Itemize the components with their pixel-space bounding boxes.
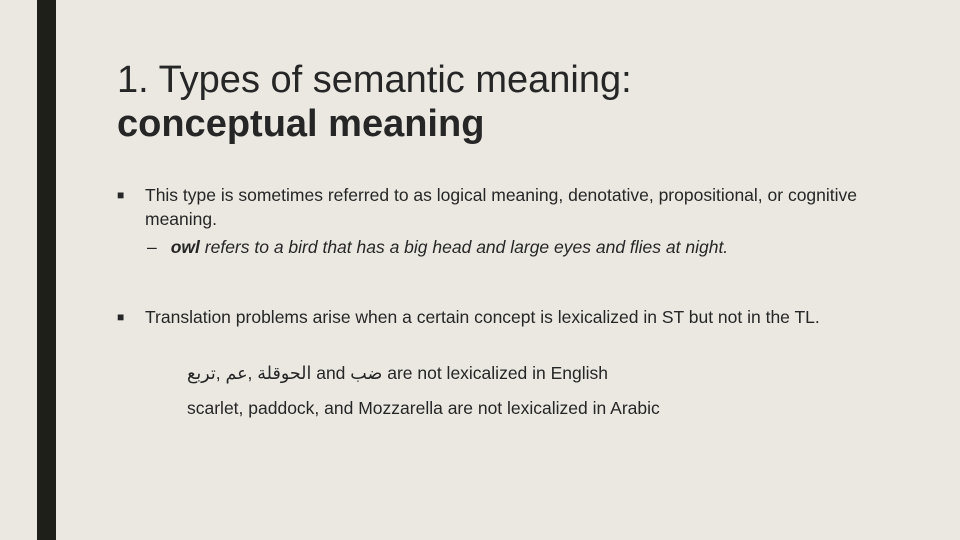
bullet-marker: ■ xyxy=(117,310,125,324)
sub-bullet-owl xyxy=(147,235,728,259)
arabic-word-4: ضب xyxy=(350,364,383,384)
english-example-line: scarlet, paddock, and Mozzarella are not lexicalized in Arabic xyxy=(187,398,660,418)
owl-term: owl xyxy=(170,237,200,257)
bullet-item-2 xyxy=(117,305,862,329)
arabic-word-1: تربع xyxy=(187,364,216,384)
owl-definition: refers to a bird that has a big head and large eyes and flies at night. xyxy=(199,237,729,257)
title-line-1: 1. Types of semantic meaning: xyxy=(117,59,632,101)
bullet-1-text: This type is sometimes referred to as logical meaning, denotative, propositional, or cognitive meaning. xyxy=(145,185,858,229)
slide-title xyxy=(117,58,917,146)
english-lexicalization-note: are not lexicalized in English xyxy=(382,363,609,383)
title-line-2: conceptual meaning xyxy=(117,103,485,145)
arabic-word-3: الحوقلة xyxy=(257,364,312,384)
and-word: and xyxy=(311,363,351,383)
accent-bar xyxy=(37,0,56,540)
separator: , xyxy=(247,363,258,383)
bullet-2-text: Translation problems arise when a certain concept is lexicalized in ST but not in the TL. xyxy=(145,307,820,327)
bullet-item-1 xyxy=(117,183,862,231)
separator: , xyxy=(215,363,226,383)
sub-bullet-dash: – xyxy=(147,237,157,257)
arabic-example-line xyxy=(187,361,608,386)
bullet-marker: ■ xyxy=(117,188,125,202)
arabic-word-2: عم xyxy=(225,364,248,384)
